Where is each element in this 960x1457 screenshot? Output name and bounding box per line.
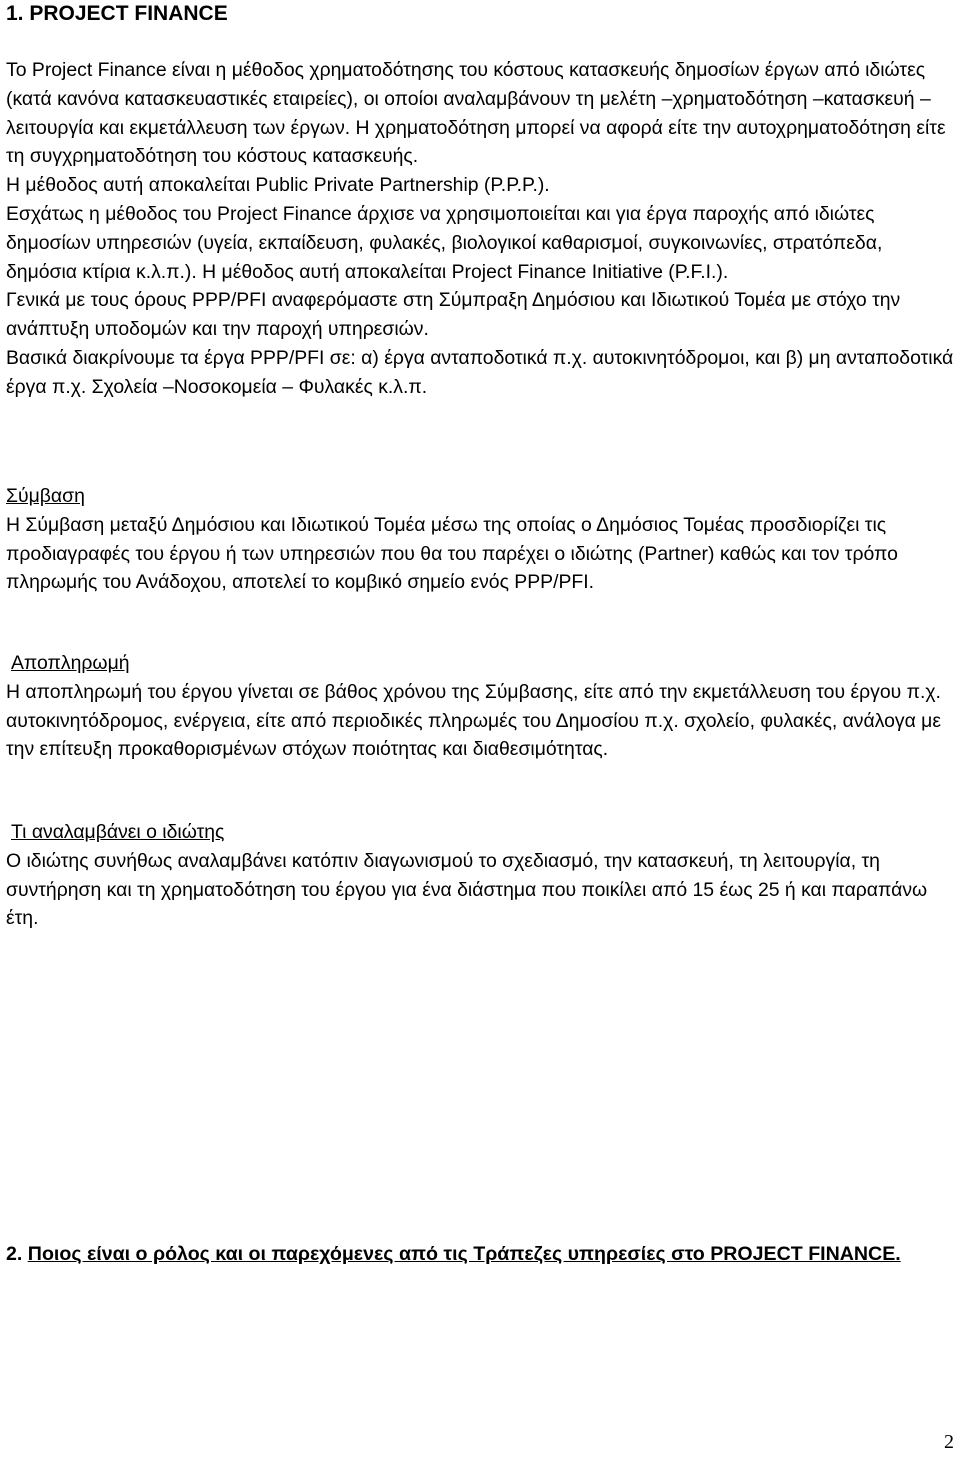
- heading-project-finance: 1. PROJECT FINANCE: [6, 2, 228, 25]
- section-title: Σύμβαση: [6, 485, 85, 507]
- intro-paragraph: Εσχάτως η μέθοδος του Project Finance άρχισε να χρησιμοποιείται και για έργα παροχής από ιδιώτες δημοσίων υπηρεσιών (υγεία, εκπαίδευση, φυλακές, βιολογικοί καθαρισμοί, συγκοινωνίες, στρατόπεδα, δημόσια κτίρια κ.λ.π.). Η μέθοδος αυτή αποκαλείται Project Finance Initiative (P.F.I.).: [6, 202, 883, 283]
- heading-number: 2.: [6, 1243, 28, 1265]
- section-body: Η αποπληρωμή του έργου γίνεται σε βάθος χρόνου της Σύμβασης, είτε από την εκμετάλλευση του έργου π.χ. αυτοκινητόδρομος, ενέργεια, είτε από περιοδικές πληρωμές του Δημοσίου π.χ. σχολείο, φυλακές, ανάλογα με την επίτευξη προκαθορισμένων στόχων ποιότητας και διαθεσιμότητας.: [6, 680, 942, 761]
- intro-paragraph: Γενικά με τους όρους PPP/PFI αναφερόμαστε στη Σύμπραξη Δημόσιου και Ιδιωτικού Τομέα με στόχο την ανάπτυξη υποδομών και την παροχή υπηρεσιών.: [6, 289, 901, 341]
- section-ti-analamvanei: [6, 818, 956, 933]
- section-body: Ο ιδιώτης συνήθως αναλαμβάνει κατόπιν διαγωνισμού το σχεδιασμό, την κατασκευή, τη λειτουργία, τη συντήρηση και τη χρηματοδότηση του έργου για ένα διάστημα που ποικίλει από 15 έως 25 ή και παραπάνω έτη.: [6, 849, 928, 930]
- intro-paragraph: Βασικά διακρίνουμε τα έργα PPP/PFI σε: α) έργα ανταποδοτικά π.χ. αυτοκινητόδρομοι, και β) μη ανταποδοτικά έργα π.χ. Σχολεία –Νοσοκομεία – Φυλακές κ.λ.π.: [6, 346, 954, 398]
- page-number: 2: [944, 1431, 954, 1453]
- section-symvasi: [6, 482, 956, 597]
- intro-paragraph: Το Project Finance είναι η μέθοδος χρηματοδότησης του κόστους κατασκευής δημοσίων έργων από ιδιώτες (κατά κανόνα κατασκευαστικές εταιρείες), οι οποίοι αναλαμβάνουν τη μελέτη –χρηματοδότηση –κατασκευή –λειτουργία και εκμετάλλευση των έργων. Η χρηματοδότηση μπορεί να αφορά είτε την αυτοχρηματοδότηση είτε τη συγχρηματοδότηση του κόστους κατασκευής.: [6, 59, 946, 168]
- section-title: Τι αναλαμβάνει ο ιδιώτης: [11, 821, 225, 843]
- heading-banks-role: [6, 1240, 956, 1269]
- intro-section: [6, 56, 956, 402]
- intro-paragraph: Η μέθοδος αυτή αποκαλείται Public Private Partnership (P.P.P.).: [6, 174, 550, 197]
- heading-text: Ποιος είναι ο ρόλος και οι παρεχόμενες από τις Τράπεζες υπηρεσίες στο PROJECT FINANCE.: [27, 1243, 901, 1265]
- section-body: Η Σύμβαση μεταξύ Δημόσιου και Ιδιωτικού Τομέα μέσω της οποίας ο Δημόσιος Τομέας προσδιορίζει τις προδιαγραφές του έργου ή των υπηρεσιών που θα του παρέχει ο ιδιώτης (Partner) καθώς και τον τρόπο πληρωμής του Ανάδοχου, αποτελεί το κομβικό σημείο ενός PPP/PFI.: [6, 513, 898, 594]
- section-title: Αποπληρωμή: [11, 652, 130, 674]
- section-apopliromi: [6, 649, 956, 764]
